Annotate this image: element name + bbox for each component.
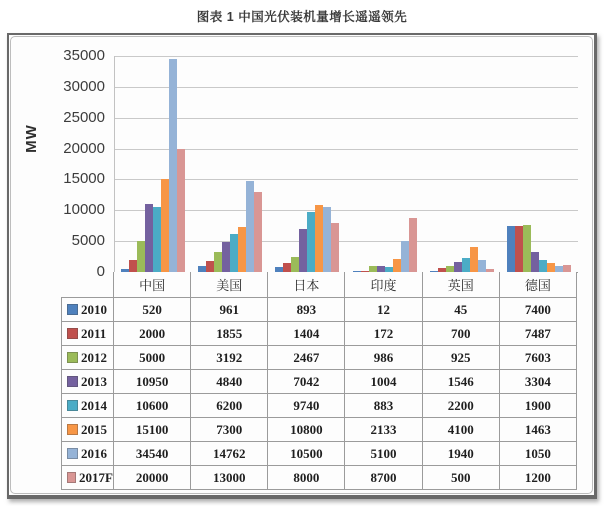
bar — [145, 204, 153, 272]
table-header-cell: 德国 — [499, 272, 576, 298]
plot-area — [114, 56, 578, 273]
table-value-cell: 1404 — [268, 322, 345, 346]
bar — [169, 59, 177, 272]
bar — [547, 263, 555, 272]
bar — [523, 225, 531, 272]
table-value-cell: 7603 — [499, 346, 576, 370]
table-header-row — [62, 272, 577, 298]
table-row — [62, 394, 577, 418]
table-value-cell: 520 — [114, 298, 191, 322]
table-value-cell: 500 — [422, 466, 499, 490]
bar-group — [347, 56, 424, 272]
bar — [507, 226, 515, 272]
table-value-cell: 7400 — [499, 298, 576, 322]
y-axis-tick-labels — [9, 47, 105, 281]
table-value-cell: 700 — [422, 322, 499, 346]
legend-key-icon — [67, 352, 78, 363]
table-header-cell: 美国 — [191, 272, 268, 298]
legend-year-cell — [62, 346, 114, 370]
y-tick-label: 20000 — [63, 139, 105, 157]
table-value-cell: 20000 — [114, 466, 191, 490]
table-value-cell: 10500 — [268, 442, 345, 466]
series-year-label: 2016 — [81, 445, 107, 461]
table-value-cell: 7042 — [268, 370, 345, 394]
table-value-cell: 2133 — [345, 418, 422, 442]
table-row — [62, 322, 577, 346]
table-row — [62, 370, 577, 394]
table-header-cell: 日本 — [268, 272, 345, 298]
legend-key-icon — [67, 376, 78, 387]
bar-group — [192, 56, 269, 272]
legend-year-cell — [62, 298, 114, 322]
table-value-cell: 14762 — [191, 442, 268, 466]
y-tick-label: 25000 — [63, 108, 105, 126]
table-value-cell: 1004 — [345, 370, 422, 394]
y-tick-label: 0 — [96, 263, 105, 281]
bar — [222, 242, 230, 272]
table-header-cell: 印度 — [345, 272, 422, 298]
table-value-cell: 172 — [345, 322, 422, 346]
legend-year-cell — [62, 442, 114, 466]
table-value-cell: 8700 — [345, 466, 422, 490]
table-row — [62, 442, 577, 466]
legend-year-cell — [62, 418, 114, 442]
series-year-label: 2017F — [79, 469, 113, 485]
table-value-cell: 7300 — [191, 418, 268, 442]
table-value-cell: 986 — [345, 346, 422, 370]
legend-key-icon — [67, 424, 78, 435]
table-value-cell: 893 — [268, 298, 345, 322]
legend-key-icon — [67, 328, 78, 339]
table-value-cell: 961 — [191, 298, 268, 322]
series-year-label: 2015 — [81, 421, 107, 437]
series-year-label: 2012 — [81, 349, 107, 365]
table-value-cell: 2000 — [114, 322, 191, 346]
bar — [177, 149, 185, 272]
table-value-cell: 1900 — [499, 394, 576, 418]
y-tick-label: 35000 — [63, 47, 105, 65]
y-tick-label: 10000 — [63, 201, 105, 219]
bar — [539, 260, 547, 272]
table-value-cell: 12 — [345, 298, 422, 322]
table-value-cell: 4100 — [422, 418, 499, 442]
bar — [137, 241, 145, 272]
legend-year-cell — [62, 394, 114, 418]
table-value-cell: 1855 — [191, 322, 268, 346]
y-tick-label: 15000 — [63, 170, 105, 188]
legend-key-icon — [67, 304, 78, 315]
chart-frame — [7, 33, 597, 499]
table-value-cell: 8000 — [268, 466, 345, 490]
table-value-cell: 6200 — [191, 394, 268, 418]
bar — [254, 192, 262, 272]
bar — [470, 247, 478, 272]
table-value-cell: 1050 — [499, 442, 576, 466]
table-value-cell: 7487 — [499, 322, 576, 346]
table-value-cell: 1546 — [422, 370, 499, 394]
table-value-cell: 883 — [345, 394, 422, 418]
bar-group — [424, 56, 501, 272]
bar — [214, 252, 222, 272]
bar — [161, 179, 169, 272]
table-value-cell: 10600 — [114, 394, 191, 418]
table-row — [62, 346, 577, 370]
y-axis-title: MW — [22, 124, 40, 153]
series-year-label: 2010 — [81, 301, 107, 317]
bar — [246, 181, 254, 272]
series-year-label: 2011 — [81, 325, 107, 341]
table-value-cell: 13000 — [191, 466, 268, 490]
table-value-cell: 4840 — [191, 370, 268, 394]
table-value-cell: 5000 — [114, 346, 191, 370]
table-header-cell: 英国 — [422, 272, 499, 298]
bar — [563, 265, 571, 272]
legend-year-cell — [62, 370, 114, 394]
bar — [409, 218, 417, 272]
bar — [238, 227, 246, 272]
series-year-label: 2014 — [81, 397, 107, 413]
table-value-cell: 34540 — [114, 442, 191, 466]
table-value-cell: 3304 — [499, 370, 576, 394]
table-value-cell: 2467 — [268, 346, 345, 370]
bar — [153, 207, 161, 272]
table-value-cell: 45 — [422, 298, 499, 322]
data-table — [61, 272, 577, 490]
legend-year-cell — [62, 322, 114, 346]
bar — [454, 262, 462, 272]
bar-group — [115, 56, 192, 272]
bar — [331, 223, 339, 272]
bar-groups — [115, 56, 578, 272]
bar — [315, 205, 323, 272]
table-value-cell: 10950 — [114, 370, 191, 394]
table-value-cell: 1200 — [499, 466, 576, 490]
legend-key-icon — [67, 400, 78, 411]
bar — [393, 259, 401, 272]
bar — [531, 252, 539, 272]
table-value-cell: 1940 — [422, 442, 499, 466]
bar — [307, 212, 315, 272]
chart-title: 图表 1 中国光伏装机量增长遥遥领先 — [196, 10, 408, 24]
table-header-cell: 中国 — [114, 272, 191, 298]
table-row — [62, 418, 577, 442]
bar — [129, 260, 137, 272]
table-value-cell: 10800 — [268, 418, 345, 442]
table-value-cell: 5100 — [345, 442, 422, 466]
y-tick-label: 30000 — [63, 78, 105, 96]
bar — [515, 226, 523, 272]
legend-year-cell — [62, 466, 114, 490]
bar — [206, 261, 214, 272]
bar — [291, 257, 299, 272]
table-value-cell: 3192 — [191, 346, 268, 370]
bar — [230, 234, 238, 272]
bar-group — [269, 56, 346, 272]
legend-key-icon — [67, 448, 78, 459]
bar — [462, 258, 470, 272]
bar — [323, 207, 331, 272]
table-value-cell: 1463 — [499, 418, 576, 442]
table-row — [62, 466, 577, 490]
table-value-cell: 9740 — [268, 394, 345, 418]
bar — [478, 260, 486, 272]
table-corner-cell — [62, 272, 114, 298]
series-year-label: 2013 — [81, 373, 107, 389]
bar — [283, 263, 291, 272]
y-tick-label: 5000 — [71, 232, 105, 250]
table-value-cell: 2200 — [422, 394, 499, 418]
table-value-cell: 925 — [422, 346, 499, 370]
legend-key-icon — [67, 472, 76, 483]
bar — [299, 229, 307, 272]
bar — [401, 241, 409, 272]
bar-group — [501, 56, 578, 272]
table-row — [62, 298, 577, 322]
table-value-cell: 15100 — [114, 418, 191, 442]
